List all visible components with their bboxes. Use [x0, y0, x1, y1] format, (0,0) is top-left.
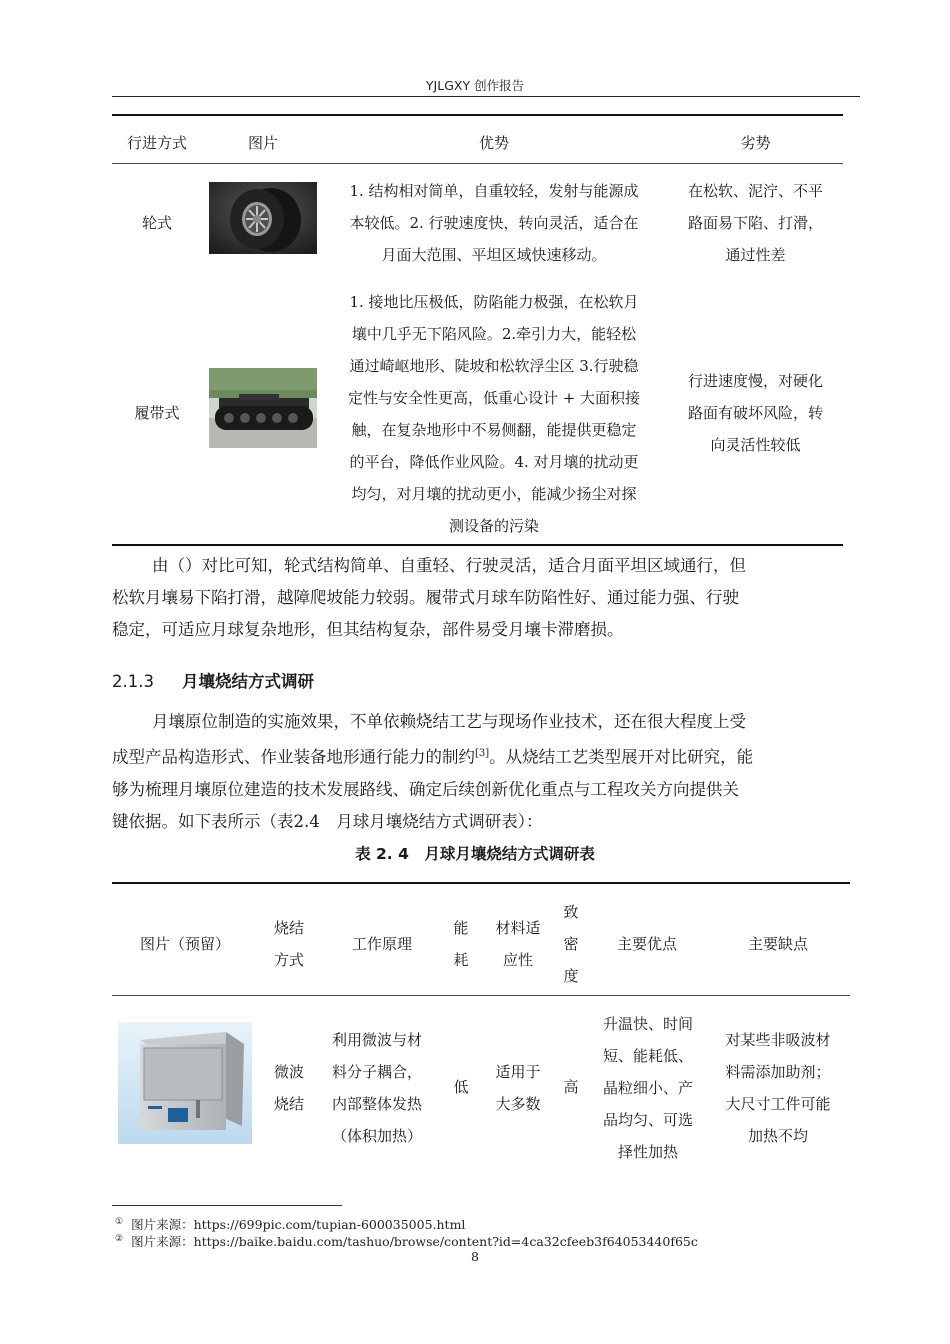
table1-row-track-disadvantage: 行进速度慢，对硬化 路面有破坏风险，转 向灵活性较低: [687, 372, 823, 454]
table1-header-disadvantage: 劣势: [740, 134, 771, 152]
table1-header-mode: 行进方式: [126, 134, 187, 152]
table2-header-density: 致 密 度: [563, 903, 579, 985]
wheel-tire-photo: [209, 182, 317, 254]
table2-row-density: 高: [563, 1078, 579, 1096]
table2-caption: 表 2. 4 月球月壤烧结方式调研表: [355, 845, 595, 863]
table2-row-energy: 低: [453, 1078, 469, 1096]
table1-row-track-mode: 履带式: [134, 404, 180, 422]
section-number: 2.1.3: [112, 672, 154, 691]
table2-header-rule: [112, 995, 850, 996]
table1-bottom-rule: [112, 544, 843, 546]
table1-row-wheel-advantage: 1. 结构相对简单，自重较轻，发射与能源成 本较低。2. 行驶速度快，转向灵活，适合在 月面大范围、平坦区域快速移动。: [349, 182, 639, 264]
page-number: 8: [471, 1249, 479, 1264]
running-header: YJLGXY 创作报告: [425, 78, 525, 93]
table2-row-principle: 利用微波与材 料分子耦合， 内部整体发热 （体积加热）: [332, 1031, 423, 1145]
footnote-1: ① 图片来源：https://699pic.com/tupian-600035005.html: [115, 1217, 466, 1233]
table2-row-pros: 升温快、时间 短、能耗低、 晶粒细小、产 品均匀、可选 择性加热: [602, 1015, 693, 1161]
table2-row-material: 适用于 大多数: [495, 1063, 541, 1113]
comparison-paragraph: 由（）对比可知，轮式结构简单、自重轻、行驶灵活，适合月面平坦区域通行，但 松软月壤易下陷打滑，越障爬坡能力较弱。履带式月球车防陷性好、通过能力强、行驶 稳定，可适应月球复杂地形，但其结构复杂，部件易受月壤卡滞磨损。: [112, 556, 746, 639]
sintering-intro-paragraph: 月壤原位制造的实施效果，不单依赖烧结工艺与现场作业技术，还在很大程度上受 成型产品构造形式、作业装备地形通行能力的制约[3]。从烧结工艺类型展开对比研究，能 够为梳理月壤原位建造的技术发展路线、确定后续创新优化重点与工程攻关方向提供关 键依据。如下表所示（表2.4 月球月壤烧结方式调研表）：: [112, 712, 754, 831]
microwave-furnace-photo: [118, 1022, 252, 1144]
table2-header-image: 图片（预留）: [139, 935, 230, 953]
table2-row-cons: 对某些非吸波材 料需添加助剂； 大尺寸工件可能 加热不均: [725, 1031, 831, 1145]
table2-header-cons: 主要缺点: [747, 935, 808, 953]
section-heading: [112, 668, 314, 692]
table2-header-material: 材料适 应性: [495, 919, 541, 969]
footnote-2: ② 图片来源：https://baike.baidu.com/tashuo/browse/content?id=4ca32cfeeb3f64053440f65c: [115, 1234, 698, 1250]
tracked-chassis-photo: [209, 368, 317, 448]
table1-row-wheel-disadvantage: 在松软、泥泞、不平 路面易下陷、打滑， 通过性差: [687, 182, 823, 264]
table2-row-method: 微波 烧结: [273, 1063, 304, 1113]
table2-header-pros: 主要优点: [616, 935, 677, 953]
table1-header-image: 图片: [247, 134, 278, 152]
table2-top-rule: [112, 882, 850, 884]
footnote-1-text[interactable]: 图片来源：https://699pic.com/tupian-600035005.html: [131, 1217, 466, 1233]
table1-header-rule: [112, 163, 843, 164]
table1-row-track-advantage: 1. 接地比压极低，防陷能力极强，在松软月 壤中几乎无下陷风险。2.牵引力大，能轻松 通过崎岖地形、陡坡和松软浮尘区 3.行驶稳 定性与安全性更高，低重心设计 + 大面积接 触，在复杂地形中不易侧翻，能提供更稳定 的平台，降低作业风险。4. 对月壤的扰动更 均匀，对月壤的扰动更小，能减少扬尘对探 测设备的污染: [347, 293, 641, 535]
table1-header-advantage: 优势: [478, 134, 509, 152]
table2-header-principle: 工作原理: [351, 935, 412, 953]
table1-row-wheel-mode: 轮式: [141, 214, 172, 232]
table2-header-method: 烧结 方式: [273, 919, 304, 969]
table2-header-energy: 能 耗: [453, 919, 469, 969]
section-title: 月壤烧结方式调研: [181, 672, 314, 691]
footnote-2-text[interactable]: 图片来源：https://baike.baidu.com/tashuo/browse/content?id=4ca32cfeeb3f64053440f65c: [131, 1234, 698, 1250]
citation-ref[interactable]: [3]: [475, 748, 490, 759]
footnote-rule: [112, 1205, 342, 1206]
header-rule: [112, 96, 860, 97]
table1-top-rule: [112, 114, 843, 116]
